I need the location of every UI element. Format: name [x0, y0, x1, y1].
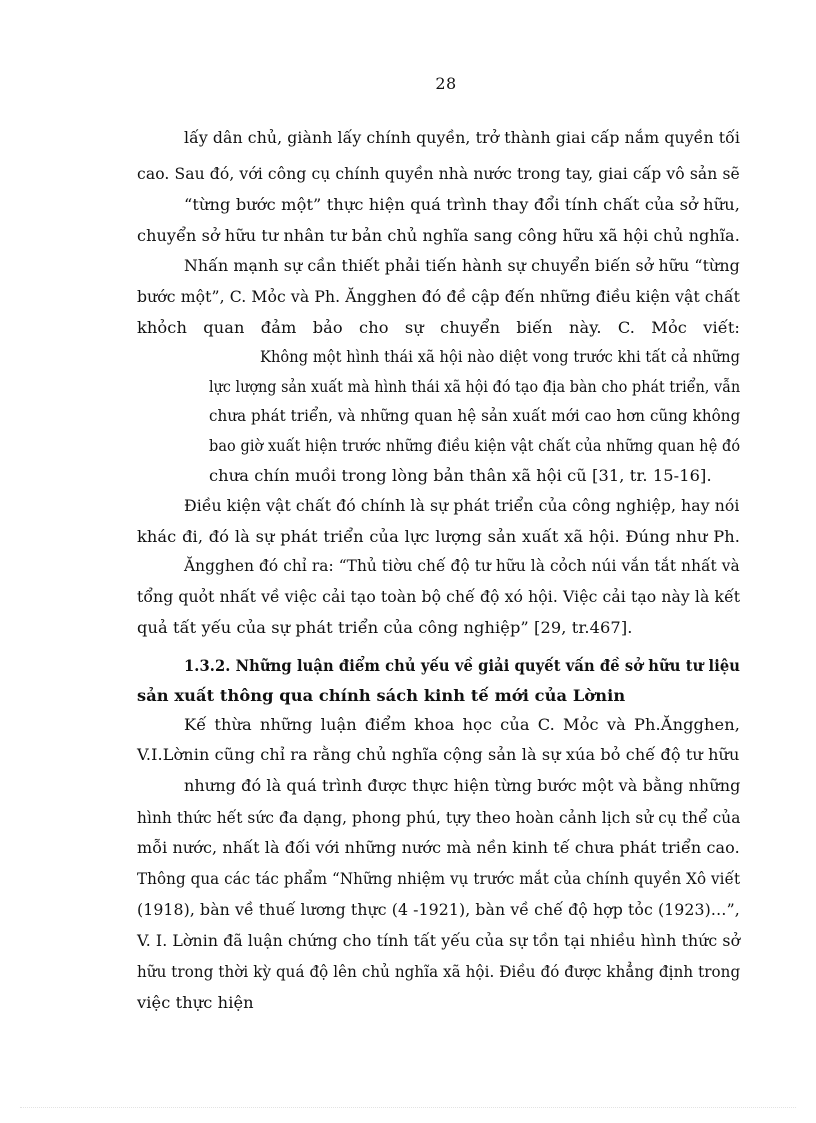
text-line: (1918), bàn về thuế lương thực (4 -1921), bàn về chế độ hợp tỏc (1923)…”, [137, 900, 740, 919]
quote-line: bao giờ xuất hiện trước những điều kiện vật chất của những quan hệ đó [209, 436, 741, 455]
quote-line: lực lượng sản xuất mà hình thái xã hội đó tạo địa bàn cho phát triển, vẫn [209, 377, 741, 396]
text-line: khỏch quan đảm bảo cho sự chuyển biến này. C. Mỏc viết: [137, 318, 740, 337]
quote-line: Không một hình thái xã hội nào diệt vong trước khi tất cả những [260, 347, 740, 366]
heading-line: 1.3.2. Những luận điểm chủ yếu về giải quyết vấn đề sở hữu tư liệu [184, 656, 741, 675]
quote-line: chưa chín muồi trong lòng bản thân xã hội cũ [31, tr. 15-16]. [209, 466, 712, 485]
text-line: quả tất yếu của sự phát triển của công nghiệp” [29, tr.467]. [137, 618, 633, 637]
text-line: tổng quỏt nhất về việc cải tạo toàn bộ chế độ xó hội. Việc cải tạo này là kết [137, 587, 741, 606]
text-line: Ăngghen đó chỉ ra: “Thủ tiờu chế độ tư hữu là cỏch núi vắn tắt nhất và [184, 556, 740, 575]
quote-line: chưa phát triển, và những quan hệ sản xuất mới cao hơn cũng không [209, 406, 741, 425]
text-line: lấy dân chủ, giành lấy chính quyền, trở thành giai cấp nắm quyền tối [184, 128, 740, 147]
text-line: Nhấn mạnh sự cần thiết phải tiến hành sự chuyển biến sở hữu “từng [184, 256, 740, 275]
text-line: mỗi nước, nhất là đối với những nước mà nền kinh tế chưa phát triển cao. [137, 838, 740, 857]
text-line: V. I. Lờnin đã luận chứng cho tính tất yếu của sự tồn tại nhiều hình thức sở [137, 931, 741, 950]
text-line: khác đi, đó là sự phát triển của lực lượng sản xuất xã hội. Đúng như Ph. [137, 527, 740, 546]
heading-line: sản xuất thông qua chính sách kinh tế mới của Lờnin [137, 686, 626, 705]
text-line: Thông qua các tác phẩm “Những nhiệm vụ trước mắt của chính quyền Xô viết [137, 869, 741, 888]
text-line: nhưng đó là quá trình được thực hiện từng bước một và bằng những [184, 776, 741, 795]
text-line: Kế thừa những luận điểm khoa học của C. Mỏc và Ph.Ăngghen, [184, 715, 740, 734]
text-line: V.I.Lờnin cũng chỉ ra rằng chủ nghĩa cộng sản là sự xúa bỏ chế độ tư hữu [137, 745, 740, 764]
text-line: Điều kiện vật chất đó chính là sự phát triển của công nghiệp, hay nói [184, 496, 740, 515]
text-line: hình thức hết sức đa dạng, phong phú, tựy theo hoàn cảnh lịch sử cụ thể của [137, 808, 741, 827]
text-line: bước một”, C. Mỏc và Ph. Ăngghen đó đề cập đến những điều kiện vật chất [137, 287, 741, 306]
text-line: chuyển sở hữu tư nhân tư bản chủ nghĩa sang công hữu xã hội chủ nghĩa. [137, 226, 740, 245]
text-line: hữu trong thời kỳ quá độ lên chủ nghĩa xã hội. Điều đó được khẳng định trong [137, 962, 741, 981]
page-number: 28 [435, 74, 457, 93]
page-bottom-divider [20, 1107, 796, 1108]
text-line: “từng bước một” thực hiện quá trình thay đổi tính chất của sở hữu, [184, 195, 740, 214]
text-line: cao. Sau đó, với công cụ chính quyền nhà nước trong tay, giai cấp vô sản sẽ [137, 164, 740, 183]
text-line: việc thực hiện [137, 993, 254, 1012]
